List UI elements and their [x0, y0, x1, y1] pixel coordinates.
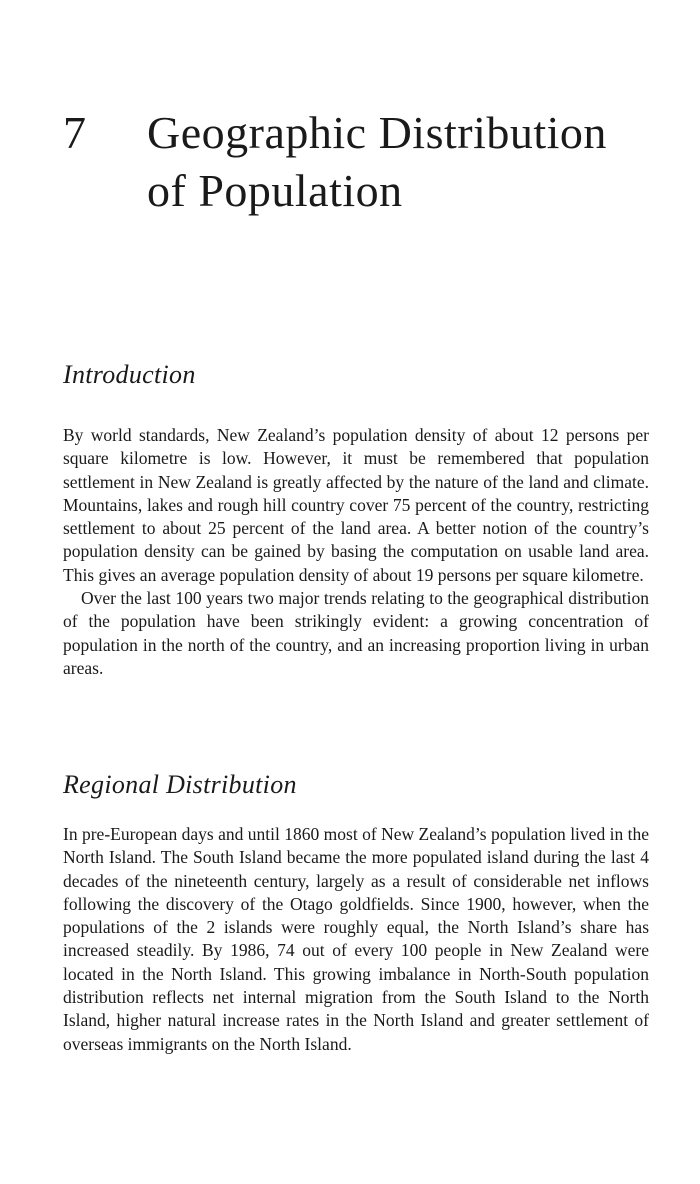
chapter-number: 7: [63, 107, 87, 158]
regional-paragraph-1: In pre-European days and until 1860 most of New Zealand’s population lived in the North Island. The South Island became the more populated island during the last 4 decades of the nineteenth century, largely as a result of considerable net inflows following the discovery of the Otago goldfields. Since 1900, however, when the populations of the 2 islands were roughly equal, the North Island’s share has increased steadily. By 1986, 74 out of every 100 people in New Zealand were located in the North Island. This growing imbalance in North-South population distribution reflects net internal migration from the South Island to the North Island, higher natural increase rates in the North Island and greater settlement of overseas immigrants on the North Island.: [63, 824, 649, 1054]
chapter-heading: [63, 104, 663, 220]
chapter-title-line-2: of Population: [147, 165, 403, 216]
chapter-title-line-1: Geographic Distribution: [147, 107, 607, 158]
chapter-title: [147, 104, 607, 220]
introduction-paragraph-1: By world standards, New Zealand’s population density of about 12 persons per square kilometre is low. However, it must be remembered that population settlement in New Zealand is greatly affected by the nature of the land and climate. Mountains, lakes and rough hill country cover 75 percent of the country, restricting settlement to about 25 percent of the land area. A better notion of the country’s population density can be gained by basing the computation on usable land area. This gives an average population density of about 19 persons per square kilometre.: [63, 425, 649, 585]
regional-distribution-heading: Regional Distribution: [63, 770, 297, 799]
introduction-paragraph-2: Over the last 100 years two major trends relating to the geographical distribution of the population have been strikingly evident: a growing concentration of population in the north of the country, and an increasing proportion living in urban areas.: [63, 588, 649, 678]
introduction-heading: Introduction: [63, 360, 196, 389]
introduction-body: [63, 424, 649, 680]
regional-distribution-body: [63, 823, 649, 1056]
